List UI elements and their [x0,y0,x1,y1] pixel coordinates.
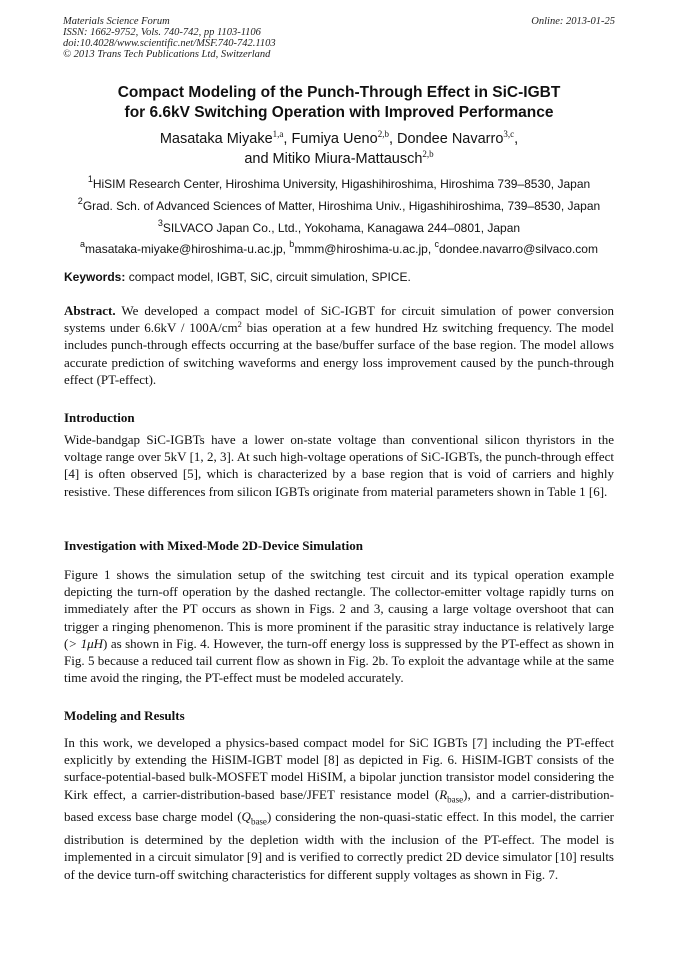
author-name: Mitiko Miura-Mattausch [272,151,423,167]
author-affil-mark: 2,b [377,129,389,139]
author-name: Fumiya Ueno [291,131,378,147]
affiliation-mark: 3 [157,218,163,228]
investigation-text-a: Figure 1 shows the simulation setup of the switching test circuit and its typical operation example depicting the turn-off operation by the dashed rectangle. The collector-emitter voltage rapidly turns on immediately after the PT occurs as shown in Figs. 2 and 3, causing a large voltage overshoot that can trigger a ringing phenomenon. This is more prominent if the parasitic stray inductance is relatively large ( [64,567,614,651]
inductance-math: > 1μH [68,635,104,651]
paper-title [40,83,638,123]
affiliation-mark: 2 [77,196,83,206]
rbase-symbol: R [439,786,448,802]
affiliation-3 [40,218,638,235]
keywords [64,270,614,284]
author-affil-mark: 1,a [272,129,284,139]
abstract-text-a: We developed a compact model of SiC-IGBT for circuit simulation of power conversion systems under 6.6kV / 100A/cm [64,303,615,336]
email-mark: a [80,239,86,249]
modeling-paragraph [64,734,614,883]
author-affil-mark: 3,c [503,129,515,139]
online-date: Online: 2013-01-25 [531,16,615,27]
issn-line: ISSN: 1662-9752, Vols. 740-742, pp 1103-1106 [63,27,261,38]
journal-header [63,16,276,60]
email-mark: c [434,239,440,249]
rbase-subscript: base [447,794,464,805]
email-list [40,239,638,256]
email-mark: b [289,239,295,249]
qbase-subscript: base [250,817,267,827]
author-name: Dondee Navarro [397,131,504,147]
author-list [40,129,638,169]
section-heading-introduction: Introduction [64,410,135,425]
affiliation-text: Grad. Sch. of Advanced Sciences of Matter, Hiroshima Univ., Higashihiroshima, 739–8530, Japan [82,199,601,213]
modeling-text-b: ), and a carrier-distribution-based excess base charge model ( [64,786,614,825]
keywords-text: compact model, IGBT, SiC, circuit simulation, SPICE. [128,270,411,284]
affiliation-1 [40,174,638,191]
authors-joiner: and [244,151,269,167]
affiliation-text: SILVACO Japan Co., Ltd., Yokohama, Kanagawa 244–0801, Japan [162,221,521,235]
affiliation-2 [40,196,638,213]
email-address[interactable]: dondee.navarro@silvaco.com [439,242,598,256]
journal-name: Materials Science Forum [63,16,170,27]
abstract [64,302,614,388]
abstract-text-b: bias operation at a few hundred Hz switching frequency. The model includes punch-through effects occurring at the base/buffer surface of the base region. The model allows accurate prediction of switching waveforms and energy loss improvement caused by the punch-through effect (PT-effect). [64,320,614,387]
author-name: Masataka Miyake [159,131,273,147]
author-affil-mark: 2,b [422,149,434,159]
qbase-symbol: Q [241,809,251,825]
introduction-paragraph: Wide-bandgap SiC-IGBTs have a lower on-state voltage than conventional silicon thyristors in the voltage range over 5kV [1, 2, 3]. At such high-voltage operations of SiC-IGBTs, the punch-through effect [4] is often observed [5], which is characterized by a base region that is void of carriers and highly resistive. These differences from silicon IGBTs originate from material parameters shown in Table 1 [6]. [64,432,614,499]
abstract-label: Abstract. [64,303,116,318]
title-line-2: for 6.6kV Switching Operation with Improved Performance [124,104,554,121]
authors-line-1: Masataka Miyake$^{1,a}$, Fumiya Ueno$^{2,b}$, Dondee Navarro$^{3,c}$, [159,129,519,147]
section-heading-modeling: Modeling and Results [64,708,185,723]
section-heading-investigation: Investigation with Mixed-Mode 2D-Device Simulation [64,538,363,553]
modeling-text-c: ) considering the non-quasi-static effect. In this model, the carrier distribution is determined by the depletion width with the inclusion of the PT-effect. The model is implemented in a circuit simulator [9] and is verified to correctly predict 2D device simulator [10] results of the device turn-off switching characteristics for different supply voltages as shown in Fig. 7. [64,809,615,882]
investigation-paragraph [64,566,614,686]
affiliation-mark: 1 [87,174,93,184]
abstract-sup: 2 [237,319,242,330]
affiliation-text: HiSIM Research Center, Hiroshima University, Higashihiroshima, Hiroshima 739–8530, Japan [92,177,591,191]
email-address[interactable]: masataka-miyake@hiroshima-u.ac.jp, [85,242,286,256]
title-line-1: Compact Modeling of the Punch-Through Effect in SiC-IGBT [117,84,561,101]
authors-line-2 [40,149,638,169]
investigation-text-b: ) as shown in Fig. 4. However, the turn-off energy loss is suppressed by the PT-effect as shown in Fig. 5 because a reduced tail current flow as shown in Fig. 2b. To exploit the advantage while at the same time avoid the ringing, the PT-effect must be modeled accurately. [64,635,615,686]
keywords-label: Keywords: [64,270,126,284]
modeling-text-a: In this work, we developed a physics-based compact model for SiC IGBTs [7] including the PT-effect explicitly by extending the HiSIM-IGBT model [8] as depicted in Fig. 6. HiSIM-IGBT consists of the surface-potential-based bulk-MOSFET model HiSIM, a bipolar junction transistor model considering the Kirk effect, a carrier-distribution-based base/JFET resistance model ( [64,735,614,802]
email-address[interactable]: mmm@hiroshima-u.ac.jp, [294,242,432,256]
doi-line: doi:10.4028/www.scientific.net/MSF.740-742.1103 [63,38,276,49]
copyright-line: © 2013 Trans Tech Publications Ltd, Switzerland [63,49,271,60]
